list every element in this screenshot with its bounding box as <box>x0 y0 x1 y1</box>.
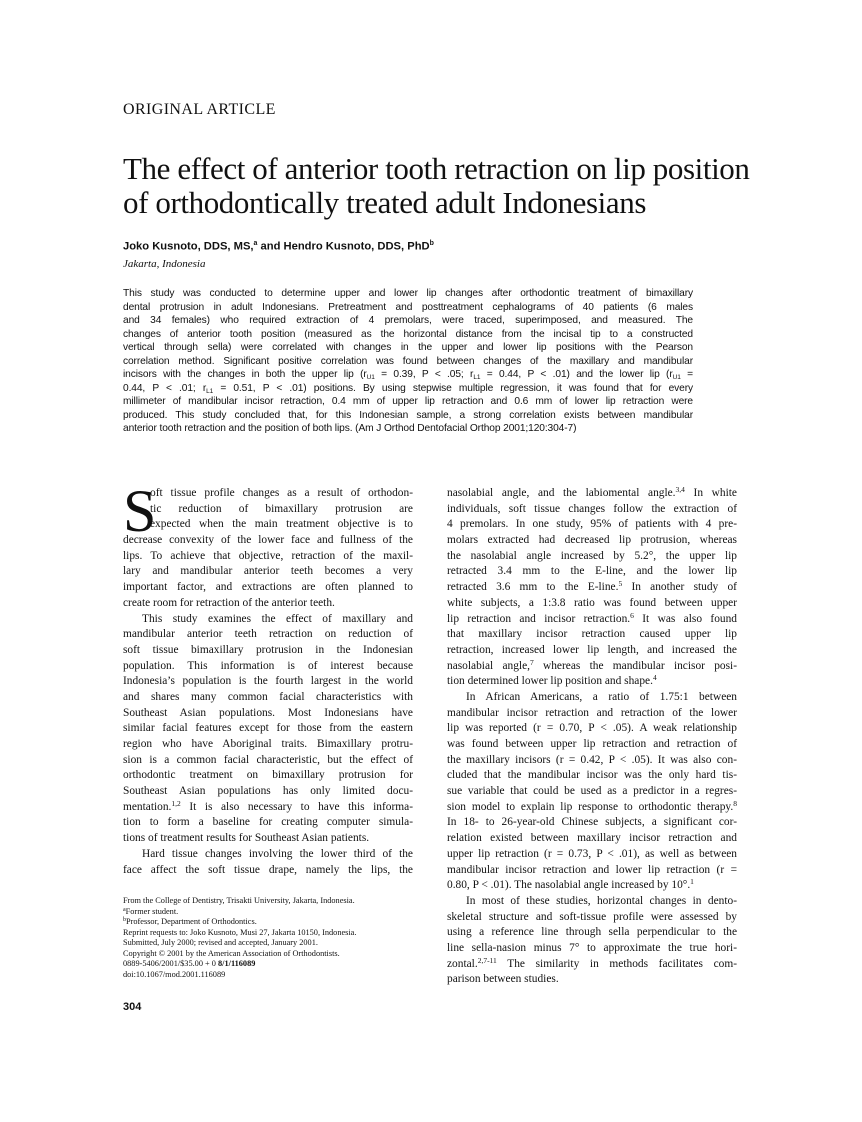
abstract-line <box>123 382 693 396</box>
footnote-doi: doi:10.1067/mod.2001.116089 <box>123 969 226 979</box>
footnotes <box>123 896 423 980</box>
body-line: decrease convexity of the lower face and fullness of the <box>123 534 413 547</box>
body-line <box>447 957 737 973</box>
footnote-mark: b <box>123 917 126 923</box>
body-column-left <box>123 478 413 878</box>
body-line: using a reference line through sella perpendicular to the <box>447 926 737 939</box>
body-line: lip was reported (r = 0.70, P < .05). A weak relationship <box>447 722 737 735</box>
body-line: face affect the soft tissue drape, namely the lips, the <box>123 863 413 876</box>
author-list <box>123 240 434 253</box>
abstract-subscript: L1 <box>473 374 481 381</box>
title-line: of orthodontically treated adult Indonesians <box>123 185 647 220</box>
body-text: The similarity in methods facilitates com- <box>496 957 737 970</box>
body-text: mentation. <box>123 800 172 813</box>
body-line: This study examines the effect of maxillary and <box>142 612 413 625</box>
abstract-line: changes of anterior tooth position (measured as the horizontal distance from the incisal tip to a constructed <box>123 328 693 340</box>
footnote-text: Former student. <box>125 906 179 916</box>
body-line: tions of treatment results for Southeast Asian patients. <box>123 832 370 845</box>
page-number: 304 <box>123 1001 142 1013</box>
abstract-line <box>123 368 693 382</box>
body-line: oft tissue profile changes as a result of orthodon- <box>150 487 413 499</box>
abstract-subscript: U1 <box>366 374 375 381</box>
body-line: orthodontic treatment on bimaxillary protrusion for <box>123 769 413 782</box>
body-line: relation existed between maxillary incisor retraction and <box>447 832 737 845</box>
footnote: Reprint requests to: Joko Kusnoto, Musi 27, Jakarta 10150, Indonesia. <box>123 927 357 937</box>
body-line: important factor, and extractions are often planned to <box>123 581 413 594</box>
author-joiner: and <box>257 240 284 253</box>
body-line: In most of these studies, horizontal changes in dento- <box>466 894 737 907</box>
abstract-line: produced. This study concluded that, for this Indonesian sample, a strong correlation exists between mandibular <box>123 409 693 421</box>
footnote: Submitted, July 2000; revised and accepted, January 2001. <box>123 938 318 947</box>
body-line <box>447 674 737 690</box>
body-line: the nasolabial angle increased by 5.2°, the upper lip <box>447 549 737 562</box>
citation-ref: 1,2 <box>171 798 181 808</box>
body-text: nasolabial angle, <box>447 659 530 672</box>
abstract-line: and 34 females) who required extraction of 4 premolars, were traced, superimposed, and measured. The <box>123 315 693 326</box>
citation-ref: 5 <box>618 579 623 589</box>
author-name: Joko Kusnoto, DDS, MS, <box>123 240 254 253</box>
body-line: expected when the main treatment objective is to <box>150 518 413 531</box>
author-location: Jakarta, Indonesia <box>123 258 206 270</box>
citation-ref: 6 <box>630 610 634 620</box>
body-line: Indonesia’s population is the fourth largest in the world <box>123 675 413 688</box>
footnote <box>123 959 423 970</box>
body-line: molars extracted had decreased lip protrusion, whereas <box>447 534 737 547</box>
body-line: population. This information is of interest because <box>123 659 413 672</box>
abstract-line: dental protrusion in adult Indonesians. Pretreatment and posttreatment cephalograms of 40 patients (6 males <box>123 301 693 313</box>
abstract-text: = 0.51, P < .01) positions. By using stepwise multiple regression, it was found that for every <box>213 382 693 394</box>
body-line: sue variable that could be used as a predictor in a regres- <box>447 785 737 798</box>
body-text: tion determined lower lip position and shape. <box>447 675 653 688</box>
body-line: lary and mandibular anterior teeth becomes a very <box>123 565 413 578</box>
body-line: In African Americans, a ratio of 1.75:1 between <box>466 690 737 703</box>
section-label: ORIGINAL ARTICLE <box>123 101 276 118</box>
body-text: 0.80, P < .01). The nasolabial angle increased by 10°. <box>447 879 691 892</box>
body-line: tic reduction of bimaxillary protrusion are <box>150 502 413 515</box>
abstract-line: millimeter of mandibular incisor retraction, 0.4 mm of upper lip retraction and 0.6 mm of lower lip retraction were <box>123 396 693 407</box>
body-line: In 18- to 26-year-old Chinese subjects, a significant cor- <box>447 816 737 829</box>
body-text: It was also found <box>633 612 737 625</box>
body-line: 4 premolars. In one study, 95% of patients with 4 pre- <box>447 518 737 531</box>
footnote: From the College of Dentistry, Trisakti University, Jakarta, Indonesia. <box>123 896 355 905</box>
abstract-subscript: L1 <box>206 387 214 395</box>
abstract-text: = 0.44, P < .01) and the lower lip (r <box>480 369 673 380</box>
abstract <box>123 287 693 436</box>
abstract-text: 0.44, P < .01; r <box>123 382 207 394</box>
body-line: sion is a common facial characteristic, but the effect of <box>123 753 413 766</box>
title-line: The effect of anterior tooth retraction on lip position <box>123 151 750 186</box>
body-line: mandibular incisor retraction and lower lip retraction (r = <box>447 863 737 876</box>
body-text: retracted 3.6 mm to the E-line. <box>447 581 619 594</box>
author-affiliation-mark: b <box>429 240 434 247</box>
body-line <box>123 800 413 816</box>
abstract-text: incisors with the changes in both the upper lip (r <box>123 369 367 380</box>
abstract-line: This study was conducted to determine upper and lower lip changes after orthodontic treatment of bimaxillary <box>123 288 693 299</box>
body-column-right <box>447 486 737 988</box>
author-name: Hendro Kusnoto, DDS, PhD <box>283 240 430 253</box>
body-text: zontal. <box>447 957 478 970</box>
abstract-text: = 0.39, P < .05; r <box>374 369 474 380</box>
body-line: lips. To achieve that objective, retraction of the maxil- <box>123 549 413 562</box>
citation-ref: 7 <box>529 657 534 667</box>
body-line <box>447 878 737 894</box>
author-affiliation-mark: a <box>253 240 258 247</box>
body-line: parison between studies. <box>447 973 559 986</box>
citation-ref: 1 <box>690 877 694 887</box>
body-line: retraction, increased lower lip length, and increased the <box>447 643 737 656</box>
body-text: nasolabial angle, and the labiomental angle. <box>447 487 676 499</box>
body-text: lip retraction and incisor retraction. <box>447 612 631 625</box>
body-line: that maxillary incisor retraction caused upper lip <box>447 628 737 641</box>
body-line: line sella-nasion minus 7° to approximate the true hori- <box>447 941 737 954</box>
body-line: the maxillary incisors (r = 0.42, P < .05). It was also con- <box>447 753 737 766</box>
body-line <box>447 659 737 675</box>
body-line: upper lip retraction (r = 0.73, P < .01), as well as between <box>447 847 737 860</box>
footnote-text: 0889-5406/2001/$35.00 + 0 <box>123 959 219 968</box>
footnote <box>123 907 423 918</box>
body-text: In another study of <box>622 581 737 594</box>
abstract-line: vertical through sella) were correlated with changes in the upper and lower lip positions with the Pearson <box>123 342 693 353</box>
body-text: whereas the mandibular incisor posi- <box>533 659 737 672</box>
body-line: white subjects, a 1:3.8 ratio was found between upper <box>447 596 737 609</box>
footnote-text: Professor, Department of Orthodontics. <box>126 917 257 926</box>
footnote <box>123 917 423 928</box>
body-line: mandibular incisor retraction and retraction of the lower <box>447 706 737 719</box>
body-line: cluded that the mandibular incisor was the only hard tis- <box>447 769 737 782</box>
body-line: Southeast Asian populations has only limited docu- <box>123 785 413 798</box>
abstract-line: anterior tooth retraction and the position of both lips. (Am J Orthod Dentofacial Orthop 2001;120:304-7) <box>123 423 577 434</box>
body-line: tion to form a baseline for creating computer simula- <box>123 816 413 829</box>
body-line: Southeast Asian populations. Most Indonesians have <box>123 706 413 719</box>
footnote-code: 8/1/116089 <box>218 959 256 968</box>
body-line: Hard tissue changes involving the lower third of the <box>142 847 413 860</box>
body-text: In white <box>684 487 737 499</box>
body-line: retracted 3.4 mm to the E-line, and the lower lip <box>447 565 737 578</box>
body-line: similar facial features except for those from the eastern <box>123 722 413 735</box>
body-line: individuals, soft tissue changes follow the extraction of <box>447 502 737 515</box>
body-text: sion model to explain lip response to orthodontic therapy. <box>447 800 734 813</box>
body-line: soft tissue bimaxillary protrusion in the Indonesian <box>123 643 413 656</box>
citation-ref: 3,4 <box>675 485 685 494</box>
article-title <box>123 152 763 220</box>
footnote: Copyright © 2001 by the American Association of Orthodontists. <box>123 948 340 958</box>
citation-ref: 8 <box>733 798 737 808</box>
body-line: create room for retraction of the anterior teeth. <box>123 596 335 609</box>
citation-ref: 4 <box>652 673 657 683</box>
body-line: and shares many common facial characteristics with <box>123 690 413 703</box>
body-line <box>447 580 737 596</box>
body-line <box>447 612 737 628</box>
body-line <box>447 800 737 816</box>
drop-cap: S <box>123 478 157 544</box>
body-line: skeletal structure and soft-tissue profile were assessed by <box>447 910 737 923</box>
body-line: was found between upper lip retraction and retraction of <box>447 738 737 750</box>
citation-ref: 2,7-11 <box>477 955 497 965</box>
abstract-text: = <box>680 369 693 380</box>
abstract-line: correlation method. Significant positive correlation was found between changes of the maxillary and mandibular <box>123 355 693 367</box>
body-line: mandibular anterior teeth retraction on reduction of <box>123 628 413 641</box>
abstract-subscript: U1 <box>672 374 681 381</box>
body-text: It is also necessary to have this informa- <box>180 800 413 813</box>
body-line: region who have Aboriginal traits. Bimaxillary protru- <box>123 738 413 750</box>
footnote-mark: a <box>123 906 126 913</box>
body-line <box>447 486 737 502</box>
